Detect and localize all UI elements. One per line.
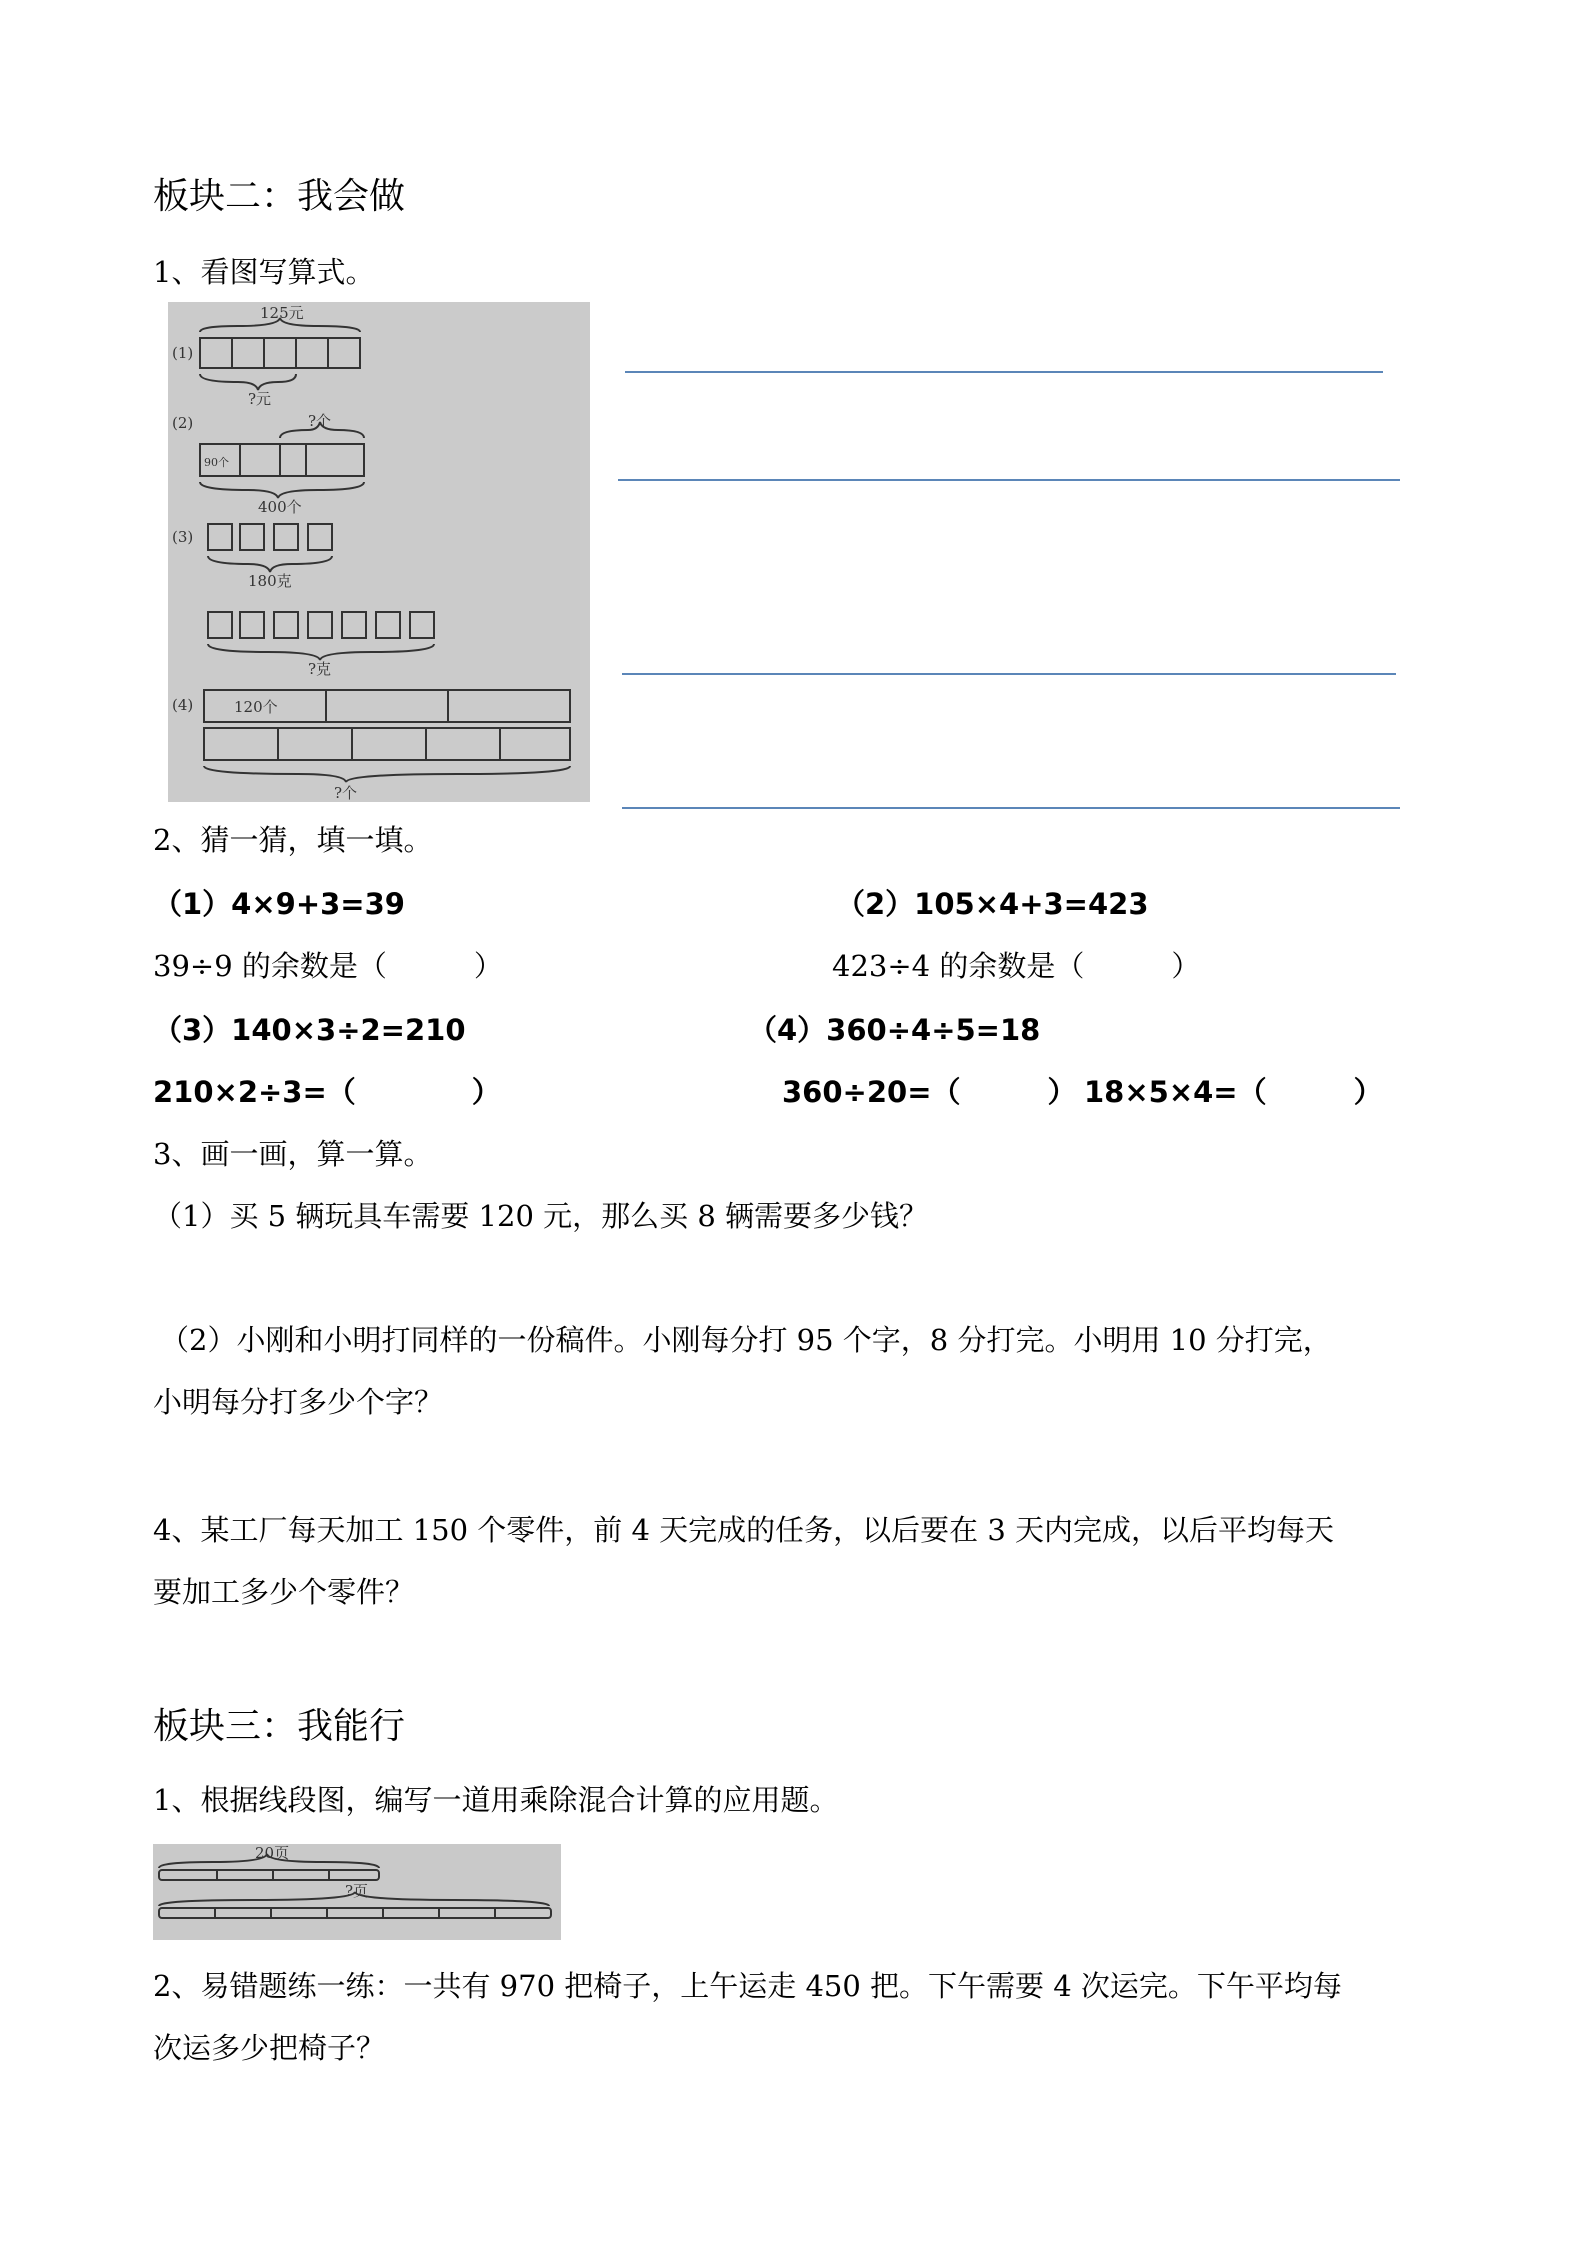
q1-fig-p4-bottom: ?个 xyxy=(334,784,358,802)
question-2-title: 2、猜一猜，填一填。 xyxy=(153,823,433,857)
answer-line-1[interactable] xyxy=(625,371,1383,373)
section-title-block3: 板块三：我能行 xyxy=(153,1706,406,1747)
section-title-block2: 板块二：我会做 xyxy=(153,176,406,217)
block3-fig-bottom-label: ?页 xyxy=(345,1882,369,1900)
block3-question-2-line-2: 次运多少把椅子？ xyxy=(153,2031,386,2065)
q2-item-7: 210×2÷3=（ ） xyxy=(153,1075,501,1109)
q1-fig-p3-label: (3) xyxy=(172,528,194,546)
q2-item-6: （4）360÷4÷5=18 xyxy=(748,1013,1041,1047)
question-3-title: 3、画一画，算一算。 xyxy=(153,1137,433,1171)
answer-line-3[interactable] xyxy=(622,673,1396,675)
block3-line-segment-figure xyxy=(153,1844,561,1940)
q1-fig-p2-first: 90个 xyxy=(204,456,229,469)
answer-line-2[interactable] xyxy=(618,479,1400,481)
question-1-title: 1、看图写算式。 xyxy=(153,255,375,289)
q3-sub-1: （1）买 5 辆玩具车需要 120 元，那么买 8 辆需要多少钱？ xyxy=(153,1199,929,1233)
q2-item-9: 18×5×4=（ ） xyxy=(1084,1075,1383,1109)
q1-fig-p1-top: 125元 xyxy=(260,304,304,322)
q2-item-2: （2）105×4+3=423 xyxy=(836,887,1149,921)
q1-fig-p1-bottom: ?元 xyxy=(248,390,272,408)
q1-fig-p2-label: (2) xyxy=(172,414,194,432)
q2-item-4: 423÷4 的余数是（ ） xyxy=(832,949,1201,983)
q1-fig-p2-top: ?个 xyxy=(308,412,332,430)
block3-question-2-line-1: 2、易错题练一练：一共有 970 把椅子，上午运走 450 把。下午需要 4 次运完。下午平均每 xyxy=(153,1969,1342,2003)
q1-fig-p3-mid: 180克 xyxy=(248,572,292,590)
block3-fig-top-label: 20页 xyxy=(255,1844,290,1862)
q1-fig-p4-label: (4) xyxy=(172,696,194,714)
answer-line-4[interactable] xyxy=(622,807,1400,809)
q1-fig-p2-bottom: 400个 xyxy=(258,498,302,516)
q2-item-5: （3）140×3÷2=210 xyxy=(153,1013,466,1047)
q2-item-1: （1）4×9+3=39 xyxy=(153,887,405,921)
q1-fig-p3-bottom: ?克 xyxy=(308,660,332,678)
q2-item-8: 360÷20=（ ） xyxy=(782,1075,1077,1109)
question-4-line-1: 4、某工厂每天加工 150 个零件，前 4 天完成的任务，以后要在 3 天内完成，以后平均每天 xyxy=(153,1513,1335,1547)
q1-fig-p1-label: (1) xyxy=(172,344,194,362)
q1-fig-p4-first: 120个 xyxy=(234,698,278,716)
question-4-line-2: 要加工多少个零件？ xyxy=(153,1575,415,1609)
q1-figure-image xyxy=(168,302,590,802)
q2-item-3: 39÷9 的余数是（ ） xyxy=(153,949,503,983)
q3-sub-2-line-2: 小明每分打多少个字？ xyxy=(153,1385,444,1419)
q3-sub-2-line-1: （2）小刚和小明打同样的一份稿件。小刚每分打 95 个字，8 分打完。小明用 10 分打完， xyxy=(160,1323,1332,1357)
block3-question-1-title: 1、根据线段图，编写一道用乘除混合计算的应用题。 xyxy=(153,1783,839,1817)
